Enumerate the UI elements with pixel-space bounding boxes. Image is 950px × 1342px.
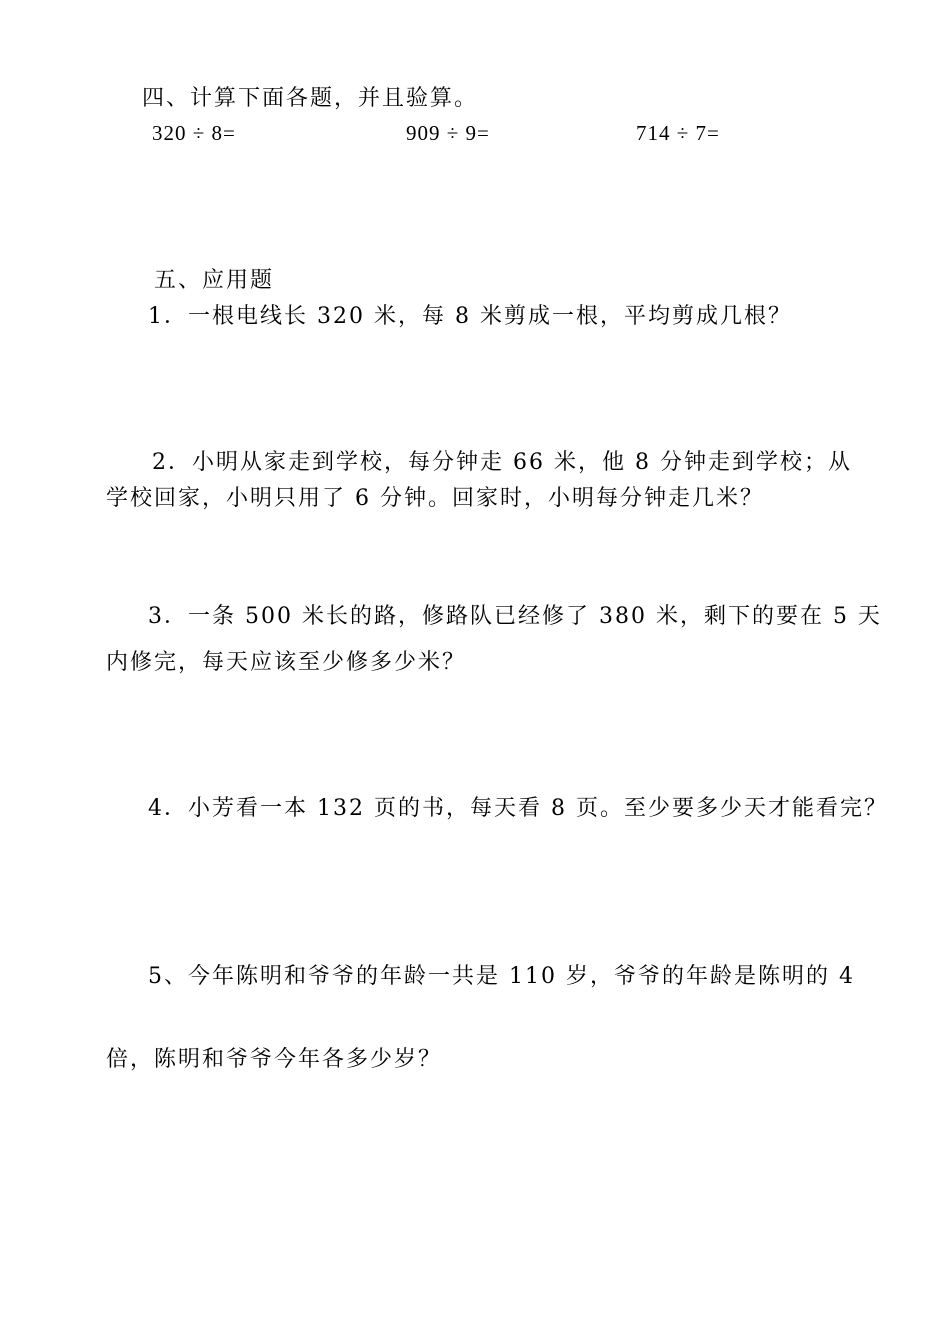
question-1: 1．一根电线长 320 米，每 8 米剪成一根，平均剪成几根？ bbox=[148, 304, 792, 329]
calc-problem-1: 320 ÷ 8= bbox=[152, 121, 236, 145]
question-2-line-2: 学校回家，小明只用了 6 分钟。回家时，小明每分钟走几米？ bbox=[106, 486, 764, 511]
section-4-title: 四、计算下面各题，并且验算。 bbox=[142, 86, 479, 111]
question-5-line-2: 倍，陈明和爷爷今年各多少岁？ bbox=[106, 1047, 443, 1072]
question-3-line-2: 内修完，每天应该至少修多少米？ bbox=[106, 650, 467, 675]
question-2-line-1: 2．小明从家走到学校，每分钟走 66 米，他 8 分钟走到学校；从 bbox=[152, 450, 852, 475]
question-3-line-1: 3．一条 500 米长的路，修路队已经修了 380 米，剩下的要在 5 天 bbox=[148, 604, 882, 629]
question-5-line-1: 5、今年陈明和爷爷的年龄一共是 110 岁，爷爷的年龄是陈明的 4 bbox=[148, 964, 855, 989]
calc-problem-2: 909 ÷ 9= bbox=[406, 121, 490, 145]
question-4: 4．小芳看一本 132 页的书，每天看 8 页。至少要多少天才能看完？ bbox=[148, 796, 888, 821]
calc-problem-3: 714 ÷ 7= bbox=[636, 121, 720, 145]
section-5-title: 五、应用题 bbox=[154, 268, 275, 293]
